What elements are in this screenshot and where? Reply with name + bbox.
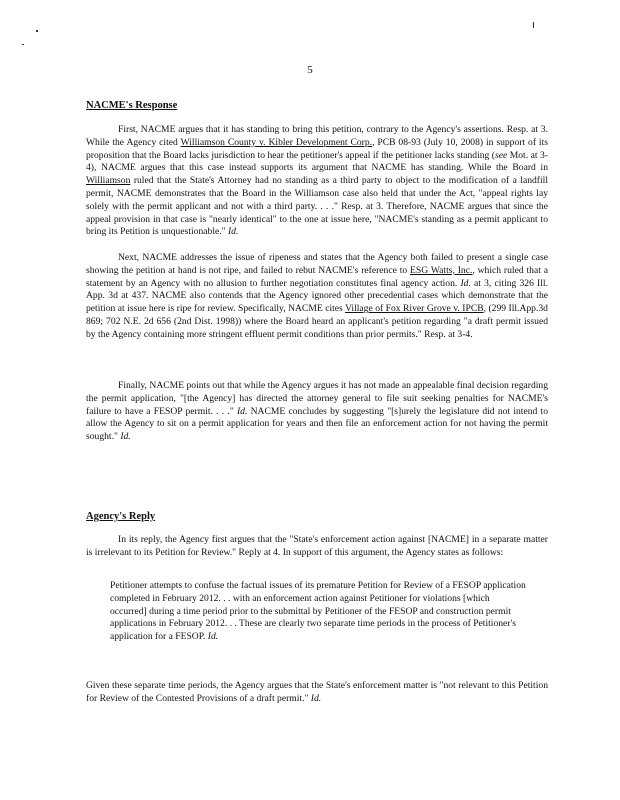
- scan-speck: [533, 22, 534, 28]
- text-run: First, NACME argues that it has standing to bring this petition, contrary to the Agency's assertions. Resp. at 3. While the Agency cited: [86, 124, 548, 148]
- text-run: ruled that the State's Attorney had no standing as a third party to object to the modification of a landfill permit, NACME demonstrates that the Board in the Williamson case also held that under the Act, "appeal rights lay solely with the permit applicant and not with a third party. . . ." Resp. at 3. Therefore, NACME argues that since the appeal provision in that case is "nearly identical" to the one at issue here, "NACME's standing as a permit applicant to bring its Petition is unquestionable.": [86, 175, 548, 238]
- text-run: at 3, citing 326 Ill. App. 3d at 437. NACME also contends that the Agency ignored other precedential cases which demonstrate that the petition at issue here is ripe for review. Specifically, NACME cites: [86, 277, 548, 315]
- block-quote: [110, 580, 528, 644]
- paragraph-closing: [86, 680, 548, 706]
- paragraph-agency-reply: [86, 534, 548, 560]
- text-run: Petitioner attempts to confuse the factual issues of its premature Petition for Review of a FESOP application completed in February 2012. . . with an enforcement action against Petitioner for violations [which occurred] during a time period prior to the submittal by Petitioner of the FESOP and construction permit applications in February 2012. . . These are clearly two separate time periods in the process of Petitioner's application for a FESOP.: [110, 580, 526, 643]
- italic-text: Id.: [120, 431, 131, 443]
- section-heading-nacme-response: NACME's Response: [86, 100, 178, 111]
- case-citation: ESG Watts, Inc.: [410, 264, 473, 276]
- paragraph-final-decision: [86, 380, 548, 444]
- case-citation: Williamson: [86, 175, 131, 187]
- italic-text: Id.: [310, 692, 322, 704]
- section-heading-agency-reply: Agency's Reply: [86, 511, 156, 522]
- case-citation: Village of Fox River Grove v. IPCB: [345, 303, 484, 315]
- text-run: NACME concludes by suggesting "[s]urely the legislature did not intend to allow the Agency to sit on a permit application for years and then file an enforcement action for not having the permit sought.": [86, 405, 548, 443]
- text-run: , PCB 08-93 (July 10, 2008) in support of its proposition that the Board lacks jurisdiction to hear the petitioner's appeal if the petitioner lacks standing (: [86, 136, 548, 161]
- text-run: Given these separate time periods, the Agency argues that the State's enforcement matter is "not relevant to this Petition for Review of the Contested Provisions of a draft permit.": [86, 680, 548, 704]
- text-run: Next, NACME addresses the issue of ripeness and states that the Agency both failed to present a single case showing the petition at hand is not ripe, and failed to rebut NACME's reference to: [86, 252, 548, 276]
- text-run: , which ruled that a statement by an Agency with no allusion to further negotiation constitutes final agency action.: [86, 264, 548, 289]
- text-run: , (299 Ill.App.3d 869; 702 N.E. 2d 656 (2nd Dist. 1998)) where the Board heard an applicant's petition regarding "a draft permit issued by the Agency containing more stringent effluent permit conditions than prior permits." Resp. at 3-4.: [86, 303, 548, 340]
- italic-text: Id.: [227, 226, 239, 238]
- italic-text: Id.: [236, 405, 248, 417]
- scan-speck: [22, 44, 24, 45]
- text-run: Mot. at 3-4), NACME argues that this case instead supports its argument that NACME has standing. While the Board in: [86, 149, 548, 174]
- case-citation: Williamson County v. Kibler Development Corp.: [180, 136, 373, 148]
- scan-speck: [36, 30, 38, 32]
- italic-text: Id.: [460, 277, 471, 289]
- text-run: In its reply, the Agency first argues that the "State's enforcement action against [NACME] in a separate matter is irrelevant to its Petition for Review." Reply at 4. In support of this argument, the Agency states as follows:: [86, 534, 548, 558]
- text-run: Finally, NACME points out that while the Agency argues it has not made an appealable final decision regarding the permit application, "[the Agency] has directed the attorney general to file suit seeking penalties for NACME's failure to have a FESOP permit. . . .": [86, 380, 548, 417]
- italic-text: Id.: [207, 631, 219, 643]
- paragraph-standing: [86, 124, 548, 239]
- italic-text: see: [495, 149, 508, 161]
- page-number: 5: [307, 64, 313, 76]
- paragraph-ripeness: [86, 252, 548, 342]
